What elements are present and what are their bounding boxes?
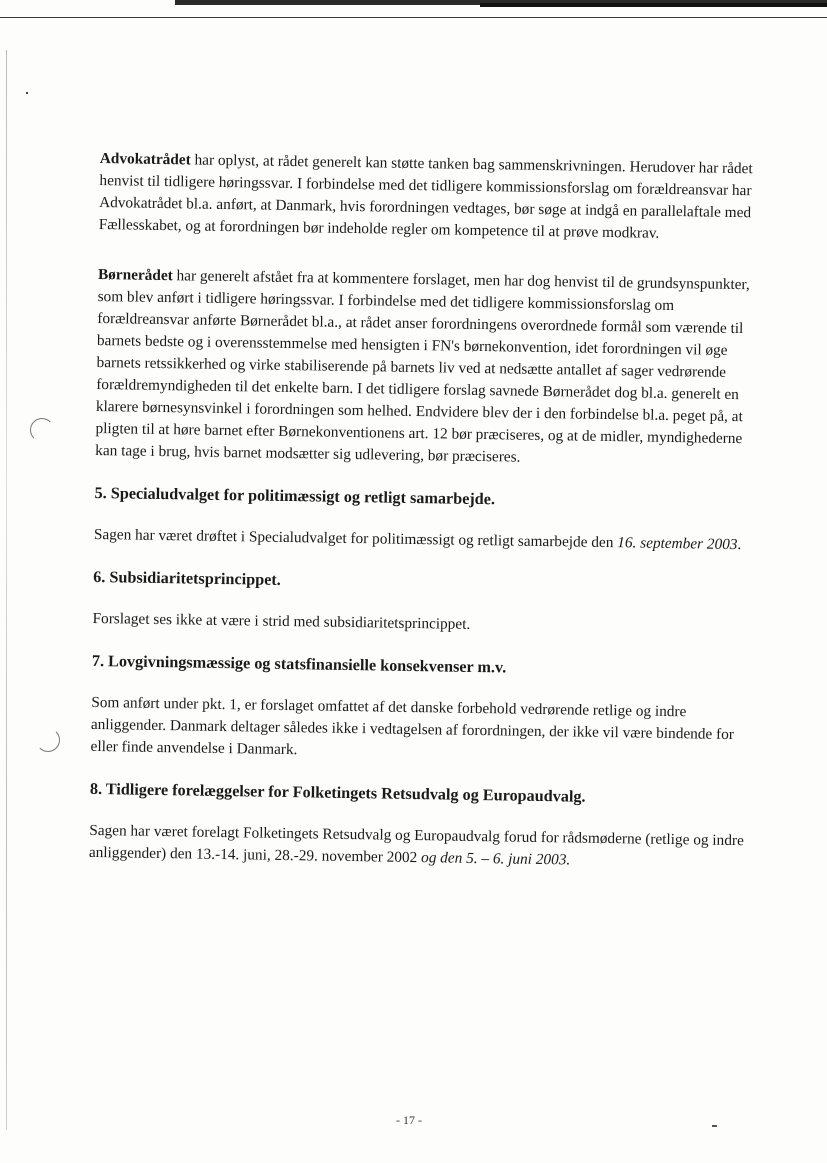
section-6-heading: 6. Subsidiaritetsprincippet. <box>93 567 281 589</box>
section-8-italic: og den 5. – 6. juni 2003. <box>420 849 571 869</box>
punch-hole-mark <box>36 728 60 752</box>
advokatraadet-lead: Advokatrådet <box>99 149 191 169</box>
document-body <box>89 148 765 874</box>
section-6-text: Forslaget ses ikke at være i strid med subsidiaritetsprincippet. <box>92 609 471 633</box>
section-5-heading: 5. Specialudvalget for politimæssigt og retligt samarbejde. <box>94 483 496 509</box>
scan-edge-line <box>6 50 7 1130</box>
section-5-text: Sagen har været drøftet i Specialudvalget for politimæssigt og retligt samarbejde den <box>93 525 618 552</box>
scan-speck <box>26 92 28 94</box>
section-8-text: Sagen har været forelagt Folketingets Retsudvalg og Europaudvalg forud for rådsmøderne (retlige og indre anliggender) den 13.-14. juni, 28.-29. november 2002 <box>88 821 744 867</box>
advokatraadet-text: har oplyst, at rådet generelt kan støtte tanken bag sammenskrivningen. Herudover har rådet henvist til tidligere høringssvar. I forbindelse med det tidligere kommissionsforslag om forældreansvar har Advokatrådet bl.a. anført, at Danmark, hvis forordningen vedtages, bør søge at indgå en parallelaftale med Fællesskabet, og at forordningen bør indeholde regler om kompetence til at prøve modkrav. <box>98 151 753 242</box>
section-5-date: 16. september 2003 <box>617 534 738 554</box>
punch-hole-mark <box>30 418 54 442</box>
section-8-heading: 8. Tidligere forelæggelser for Folketingets Retsudvalg og Europaudvalg. <box>89 779 586 806</box>
section-7-text: Som anført under pkt. 1, er forslaget omfattet af det danske forbehold vedrørende retlige og indre anliggender. Danmark deltager således ikke i vedtagelsen af forordningen, der ikke vil være bindende for eller finde anvendelse i Danmark. <box>90 693 735 759</box>
section-7-heading: 7. Lovgivningsmæssige og statsfinansielle konsekvenser m.v. <box>91 651 507 677</box>
section-8-paragraph <box>89 820 755 874</box>
page-number: - 17 - <box>396 1113 422 1127</box>
boerneraadet-paragraph <box>95 264 763 472</box>
boerneraadet-text: har generelt afstået fra at kommentere forslaget, men har dog henvist til de grundsynspunkter, som blev anført i tidligere høringssvar. I forbindelse med det tidligere kommissionsforslag om forældreansvar anførte Børnerådet bl.a., at rådet anser forordningens overordnede formål som værende til barnets bedste og i overensstemmelse med hensigten i FN's børnekonvention, idet forordningen vil øge barnets retssikkerhed og virke stabiliserende på barnets liv ved at nedsætte antallet af sager vedrørende forældremyndigheden til det enkelte barn. I det tidligere forslag savnede Børnerådet dog bl.a. generelt en klarere børnesynsvinkel i forordningen som helhed. Endvidere blev der i den forbindelse bl.a. peget på, at pligten til at høre barnet efter Børnekonventionens art. 12 bør præciseres, og at de midler, myndighederne kan tage i brug, hvis barnet modsætter sig udlevering, bør præciseres. <box>95 267 750 466</box>
boerneraadet-lead: Børnerådet <box>97 265 173 285</box>
section-5-end: . <box>737 536 742 554</box>
scan-top-border <box>0 0 827 22</box>
scan-speck <box>712 1125 717 1127</box>
advokatraadet-paragraph <box>99 148 765 246</box>
